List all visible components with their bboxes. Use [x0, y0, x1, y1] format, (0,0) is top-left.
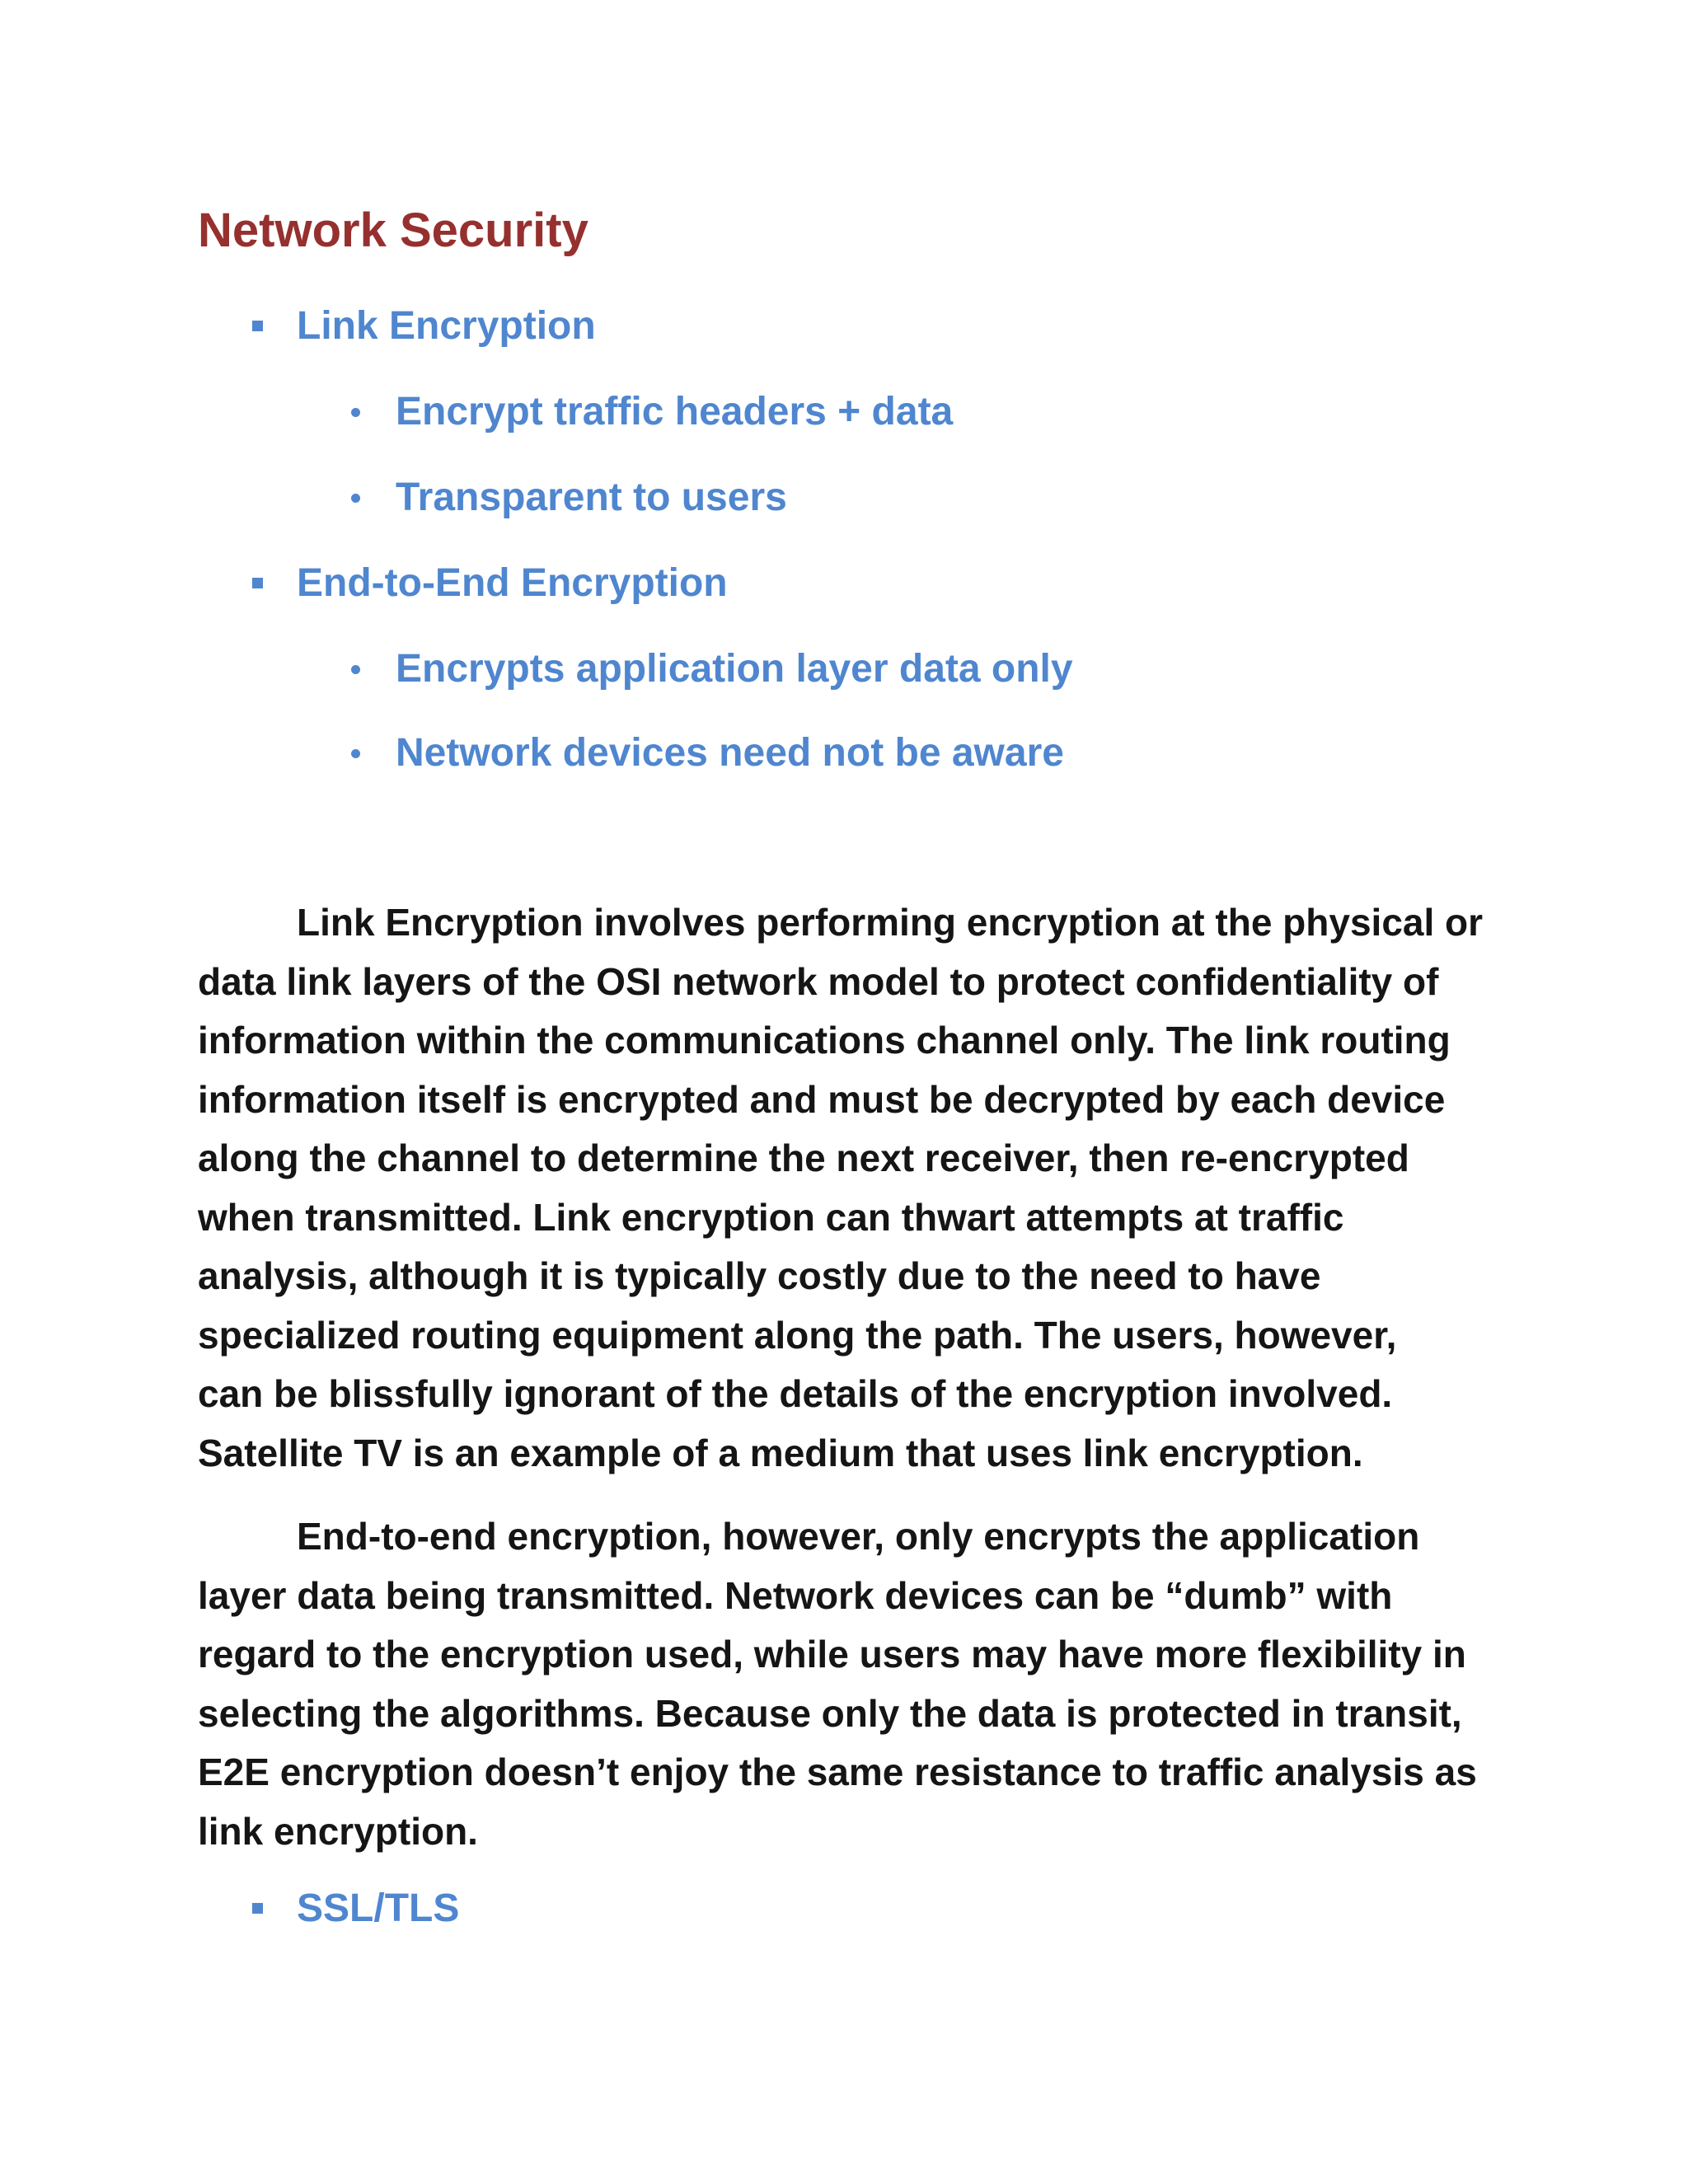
paragraph-e2e-encryption — [198, 1507, 1484, 1861]
round-bullet-icon — [351, 749, 360, 758]
paragraph-line: specialized routing equipment along the path. The users, however, — [198, 1313, 1397, 1357]
paragraph-line: Link Encryption involves performing encryption at the physical or — [297, 901, 1484, 944]
paragraph-line: can be blissfully ignorant of the details of the encryption involved. — [198, 1372, 1393, 1415]
round-bullet-icon — [351, 494, 360, 503]
paragraph-line: E2E encryption doesn’t enjoy the same resistance to traffic analysis as — [198, 1750, 1477, 1793]
paragraph-line: selecting the algorithms. Because only the data is protected in transit, — [198, 1691, 1462, 1735]
page-title: Network Security — [198, 204, 588, 257]
bullet-label: SSL/TLS — [297, 1886, 460, 1930]
paragraph-line: information itself is encrypted and must be decrypted by each device — [198, 1077, 1446, 1121]
paragraph-line: along the channel to determine the next receiver, then re-encrypted — [198, 1137, 1409, 1179]
paragraph-line: link encryption. — [198, 1809, 478, 1853]
paragraph-line: data link layers of the OSI network model to protect confidentiality of — [198, 959, 1439, 1003]
paragraph-line: regard to the encryption used, while users may have more flexibility in — [198, 1633, 1466, 1675]
bullet-label: Link Encryption — [297, 304, 596, 348]
paragraph-link-encryption — [198, 893, 1484, 1483]
square-bullet-icon — [252, 578, 263, 588]
square-bullet-icon — [252, 321, 263, 331]
paragraph-line: End-to-end encryption, however, only encrypts the application — [297, 1515, 1420, 1558]
round-bullet-icon — [351, 665, 360, 674]
sub-bullet-label: Network devices need not be aware — [396, 731, 1064, 775]
sub-bullet-label: Transparent to users — [396, 476, 787, 519]
paragraph-line: layer data being transmitted. Network devices can be “dumb” with — [198, 1573, 1393, 1617]
paragraph-line: information within the communications channel only. The link routing — [198, 1019, 1451, 1062]
round-bullet-icon — [351, 408, 360, 417]
square-bullet-icon — [252, 1903, 263, 1914]
paragraph-line: analysis, although it is typically costly due to the need to have — [198, 1254, 1321, 1297]
sub-bullet-label: Encrypt traffic headers + data — [396, 390, 954, 434]
paragraph-line: when transmitted. Link encryption can thwart attempts at traffic — [198, 1195, 1344, 1239]
paragraph-line: Satellite TV is an example of a medium that uses link encryption. — [198, 1431, 1363, 1474]
sub-bullet-label: Encrypts application layer data only — [396, 647, 1073, 691]
bullet-label: End-to-End Encryption — [297, 561, 728, 605]
